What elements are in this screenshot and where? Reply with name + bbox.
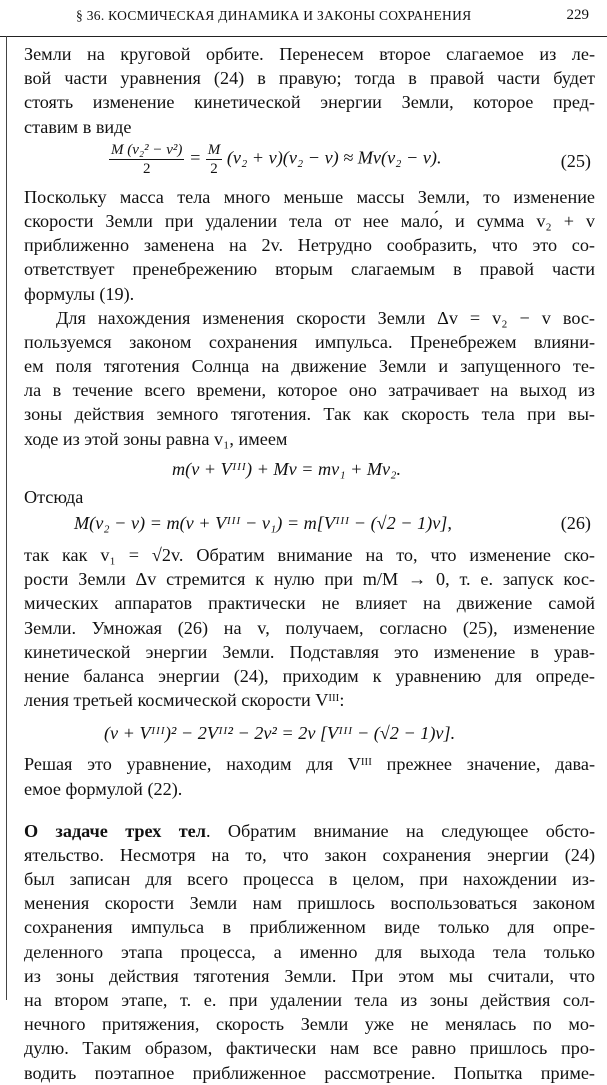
equals-sign: = [188, 147, 202, 168]
equation-25 [24, 139, 595, 185]
text-line [24, 819, 595, 843]
equation-text: m(v + Vᴵᴵᴵ) + Mv = mv₁ + Mv₂. [172, 458, 401, 479]
text-line: сохранения импульса в приближенном виде только для опре- [24, 917, 595, 938]
margin-rule [6, 36, 7, 1000]
fraction-denominator: 2 [210, 160, 218, 177]
equation-26 [24, 509, 595, 543]
text-line: Для нахождения изменения скорости Земли Δv = v₂ − v вос- [56, 307, 595, 328]
text-line: пользуемся законом сохранения импульса. Пренебрежем влияни- [24, 331, 595, 352]
section-heading: О задаче трех тел [24, 820, 206, 841]
text-line: нение баланса энергии (24), приходим к уравнению для опреде- [24, 665, 595, 686]
equation-text: (v + Vᴵᴵᴵ)² − 2Vᴵᴵ² − 2v² = 2v [Vᴵᴵᴵ − (√2 − 1)v]. [104, 723, 456, 744]
page-number: 229 [566, 7, 589, 23]
page-body [24, 42, 595, 1085]
text-run: . Обратим внимание на следующее обсто- [205, 820, 595, 841]
equation-rhs: (v₂ + v)(v₂ − v) ≈ Mv(v₂ − v). [226, 147, 442, 168]
text-line: Решая это уравнение, находим для Vᴵᴵᴵ прежнее значение, дава- [24, 754, 595, 775]
text-line: рости Земли Δv стремится к нулю при m/M → 0, т. е. запуск кос- [24, 569, 595, 590]
text-line: был записан для всего процесса в целом, при нахождении из- [24, 869, 595, 890]
text-line: из зоны действия тяготения Земли. При этом мы считали, что [24, 965, 595, 986]
text-line: зоны действия земного тяготения. Так как скорость тела при вы- [24, 404, 595, 425]
text-line: приближенно заменена на 2v. Нетрудно сообразить, что это со- [24, 235, 595, 256]
header-title: § 36. КОСМИЧЕСКАЯ ДИНАМИКА И ЗАКОНЫ СОХРАНЕНИЯ [76, 8, 472, 23]
text-line: скорости Земли при удалении тела от нее мало́, и сумма v₂ + v [24, 210, 595, 231]
fraction-numerator: M (v₂² − v²) [111, 141, 183, 158]
text-line: формулы (19). [24, 283, 135, 304]
text-line: ответствует пренебрежению вторым слагаемым в правой части [24, 259, 595, 280]
text-line: Поскольку масса тела много меньше массы Земли, то изменение [24, 186, 595, 207]
text-line: деленного этапа процесса, а именно для выхода тела только [24, 941, 595, 962]
text-line: ятельство. Несмотря на то, что закон сохранения энергии (24) [24, 844, 595, 865]
text-line: ходе из этой зоны равна v₁, имеем [24, 428, 288, 449]
momentum-equation [24, 451, 595, 485]
text-line: кинетической энергии Земли. Подставляя это изменение в урав- [24, 641, 595, 662]
text-line: Земли на круговой орбите. Перенесем второе слагаемое из ле- [24, 44, 595, 64]
fraction-denominator: 2 [142, 160, 151, 177]
text-line: ем поля тяготения Солнца на движение Земли и запущенного те- [24, 356, 595, 377]
text-line: ла в течение всего времени, которое оно затрачивает на выход из [24, 380, 595, 401]
text-line: ставим в виде [24, 116, 132, 137]
equation-number: (26) [560, 513, 591, 533]
text-line: Земли. Умножая (26) на v, получаем, согласно (25), изменение [24, 617, 595, 638]
text-line: стоять изменение кинетической энергии Земли, которое пред- [24, 92, 595, 113]
running-header [0, 0, 607, 37]
text-line: нечного притяжения, скорость Земли уже не менялась по мо- [24, 1014, 595, 1035]
text-line: ления третьей космической скорости Vᴵᴵᴵ: [24, 690, 345, 711]
fraction-numerator: M [207, 141, 221, 158]
energy-equation [24, 712, 595, 752]
text-line: емое формулой (22). [24, 778, 183, 799]
equation-number: (25) [560, 150, 591, 171]
text-line: водить поэтапное приближенное рассмотрение. Попытка приме- [24, 1062, 595, 1083]
text-line: так как v₁ = √2v. Обратим внимание на то, что изменение ско- [24, 545, 595, 565]
text-line: менения скорости Земли нам пришлось воспользоваться законом [24, 893, 595, 914]
text-line: дулю. Таким образом, фактически нам все равно пришлось про- [24, 1038, 595, 1059]
equation-text: M(v₂ − v) = m(v + Vᴵᴵᴵ − v₁) = m[Vᴵᴵᴵ − (√2 − 1)v], [74, 513, 452, 533]
text-line: на втором этапе, т. е. при удалении тела из зоны действия сол- [24, 990, 595, 1010]
text-line: мических аппаратов практически не влияет на движение самой [24, 593, 595, 614]
text-line: Отсюда [24, 486, 84, 507]
text-line: вой части уравнения (24) в правую; тогда в правой части будет [24, 68, 595, 89]
